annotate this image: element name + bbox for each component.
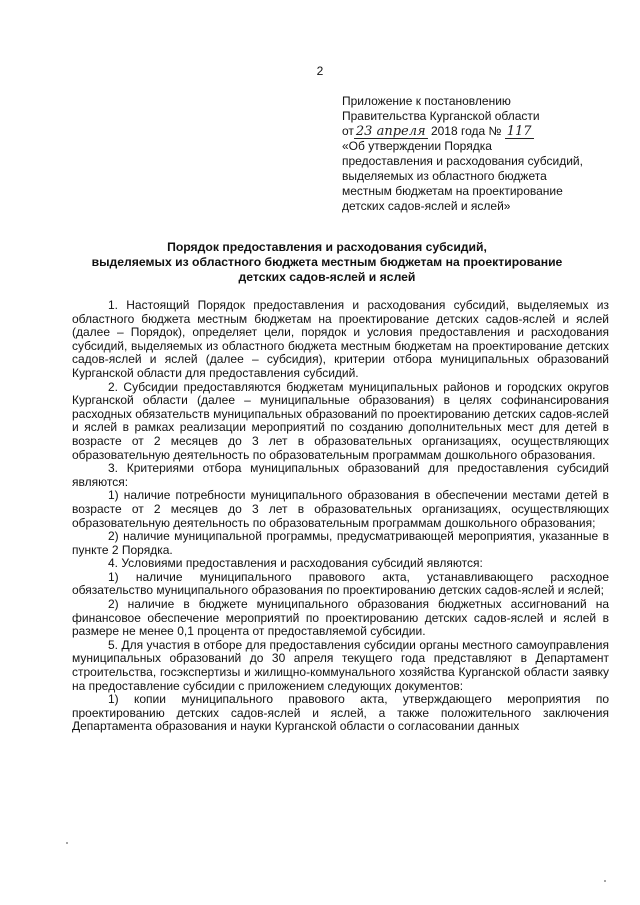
paragraph: 3. Критериями отбора муниципальных образований для предоставления субсидий являются: (72, 461, 609, 489)
document-body (72, 299, 609, 734)
paragraph: 2) наличие в бюджете муниципального образования бюджетных ассигнований на финансовое обеспечение мероприятий по проектированию детских садов-яслей и яслей в размере не менее 0,1 процента от предоставляемой субсидии. (72, 597, 609, 639)
appendix-date-line (342, 124, 607, 139)
page-number: 2 (316, 64, 324, 78)
date-year: 2018 года № (430, 124, 502, 138)
appendix-line: местным бюджетам на проектирование (342, 184, 563, 198)
appendix-block (342, 94, 607, 214)
title-line: детских садов-яслей и яслей (238, 270, 416, 284)
scan-speck (66, 842, 68, 844)
date-prefix: от (342, 124, 354, 138)
paragraph: 1) наличие потребности муниципального образования в обеспечении местами детей в возрасте от 2 месяцев до 3 лет в образовательных организациях, осуществляющих образовательную деятельность по образовательным программам дошкольного образования; (72, 488, 609, 530)
scan-speck (604, 880, 606, 882)
title-line: выделяемых из областного бюджета местным бюджетам на проектирование (91, 255, 563, 269)
appendix-line: детских садов-яслей и яслей» (342, 199, 511, 213)
paragraph: 2. Субсидии предоставляются бюджетам муниципальных районов и городских округов Курганской области (далее – муниципальные образования) в целях софинансирования расходных обязательств муниципальных образований по проектированию детских садов-яслей и яслей в рамках реализации мероприятий по созданию дополнительных мест для детей в возрасте от 2 месяцев до 3 лет в образовательных организациях, осуществляющих образовательную деятельность по образовательным программам дошкольного образования. (72, 379, 609, 462)
handwritten-date: 23 апреля (355, 124, 426, 139)
paragraph: 2) наличие муниципальной программы, предусматривающей мероприятия, указанные в пункте 2 Порядка. (72, 529, 609, 557)
appendix-line: предоставления и расходования субсидий, (342, 154, 583, 168)
appendix-line: «Об утверждении Порядка (342, 139, 492, 153)
paragraph: 1. Настоящий Порядок предоставления и расходования субсидий, выделяемых из областного бюджета местным бюджетам на проектирование детских садов-яслей и яслей (далее – Порядок), определяет цели, порядок и условия предоставления и расходования субсидий, выделяемых из областного бюджета местным бюджетам на проектирование детских садов-яслей и яслей (далее – субсидия), критерии отбора муниципальных образований Курганской области для предоставления субсидий. (72, 298, 609, 380)
paragraph: 5. Для участия в отборе для предоставления субсидии органы местного самоуправления муниципальных образований до 30 апреля текущего года представляют в Департамент строительства, госэкспертизы и жилищно-коммунального хозяйства Курганской области заявку на предоставление субсидии с приложением следующих документов: (72, 637, 609, 693)
title-line: Порядок предоставления и расходования субсидий, (167, 240, 487, 254)
paragraph: 1) копии муниципального правового акта, утверждающего мероприятия по проектированию детских садов-яслей и яслей, а также положительного заключения Департамента образования и науки Курганской области о согласовании данных (72, 692, 609, 734)
paragraph: 4. Условиями предоставления и расходования субсидий являются: (108, 556, 483, 571)
paragraph: 1) наличие муниципального правового акта, устанавливающего расходное обязательство муниципального образования по проектированию детских садов-яслей и яслей; (72, 569, 609, 598)
appendix-line: Приложение к постановлению (342, 94, 511, 108)
handwritten-number: 117 (506, 124, 532, 139)
appendix-line: выделяемых из областного бюджета (342, 169, 547, 183)
appendix-line: Правительства Курганской области (342, 109, 540, 123)
document-title (72, 240, 582, 285)
